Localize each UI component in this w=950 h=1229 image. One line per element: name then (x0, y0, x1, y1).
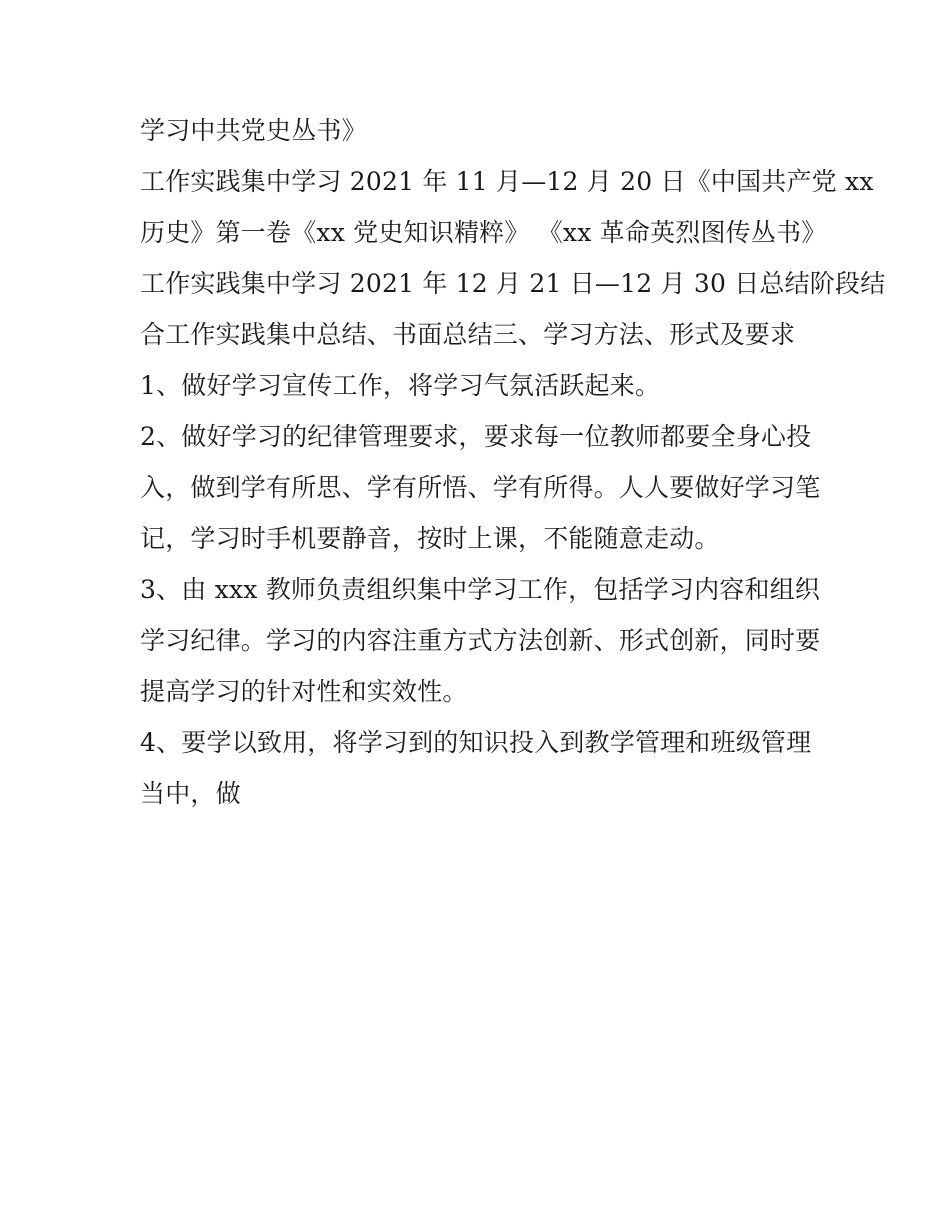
text-line: 学习中共党史丛书》 (140, 116, 367, 145)
text-line: 历史》第一卷《xx 党史知识精粹》 《xx 革命英烈图传丛书》 (140, 218, 827, 247)
text-line: 合工作实践集中总结、书面总结三、学习方法、形式及要求 (140, 320, 796, 349)
text-line: 工作实践集中学习 2021 年 12 月 21 日—12 月 30 日总结阶段结 (140, 269, 886, 298)
text-line: 1、做好学习宣传工作，将学习气氛活跃起来。 (140, 371, 661, 400)
text-line: 提高学习的针对性和实效性。 (140, 677, 468, 706)
text-line: 记，学习时手机要静音，按时上课，不能随意走动。 (140, 524, 720, 553)
text-line: 4、要学以致用，将学习到的知识投入到教学管理和班级管理 (140, 728, 812, 757)
text-line: 当中，做 (140, 779, 241, 808)
document-body (140, 105, 886, 819)
text-line: 工作实践集中学习 2021 年 11 月—12 月 20 日《中国共产党 xx (140, 167, 874, 196)
text-line: 2、做好学习的纪律管理要求，要求每一位教师都要全身心投 (140, 422, 812, 451)
text-line: 学习纪律。学习的内容注重方式方法创新、形式创新，同时要 (140, 626, 821, 655)
text-line: 入，做到学有所思、学有所悟、学有所得。人人要做好学习笔 (140, 473, 821, 502)
text-line: 3、由 xxx 教师负责组织集中学习工作，包括学习内容和组织 (140, 575, 821, 604)
